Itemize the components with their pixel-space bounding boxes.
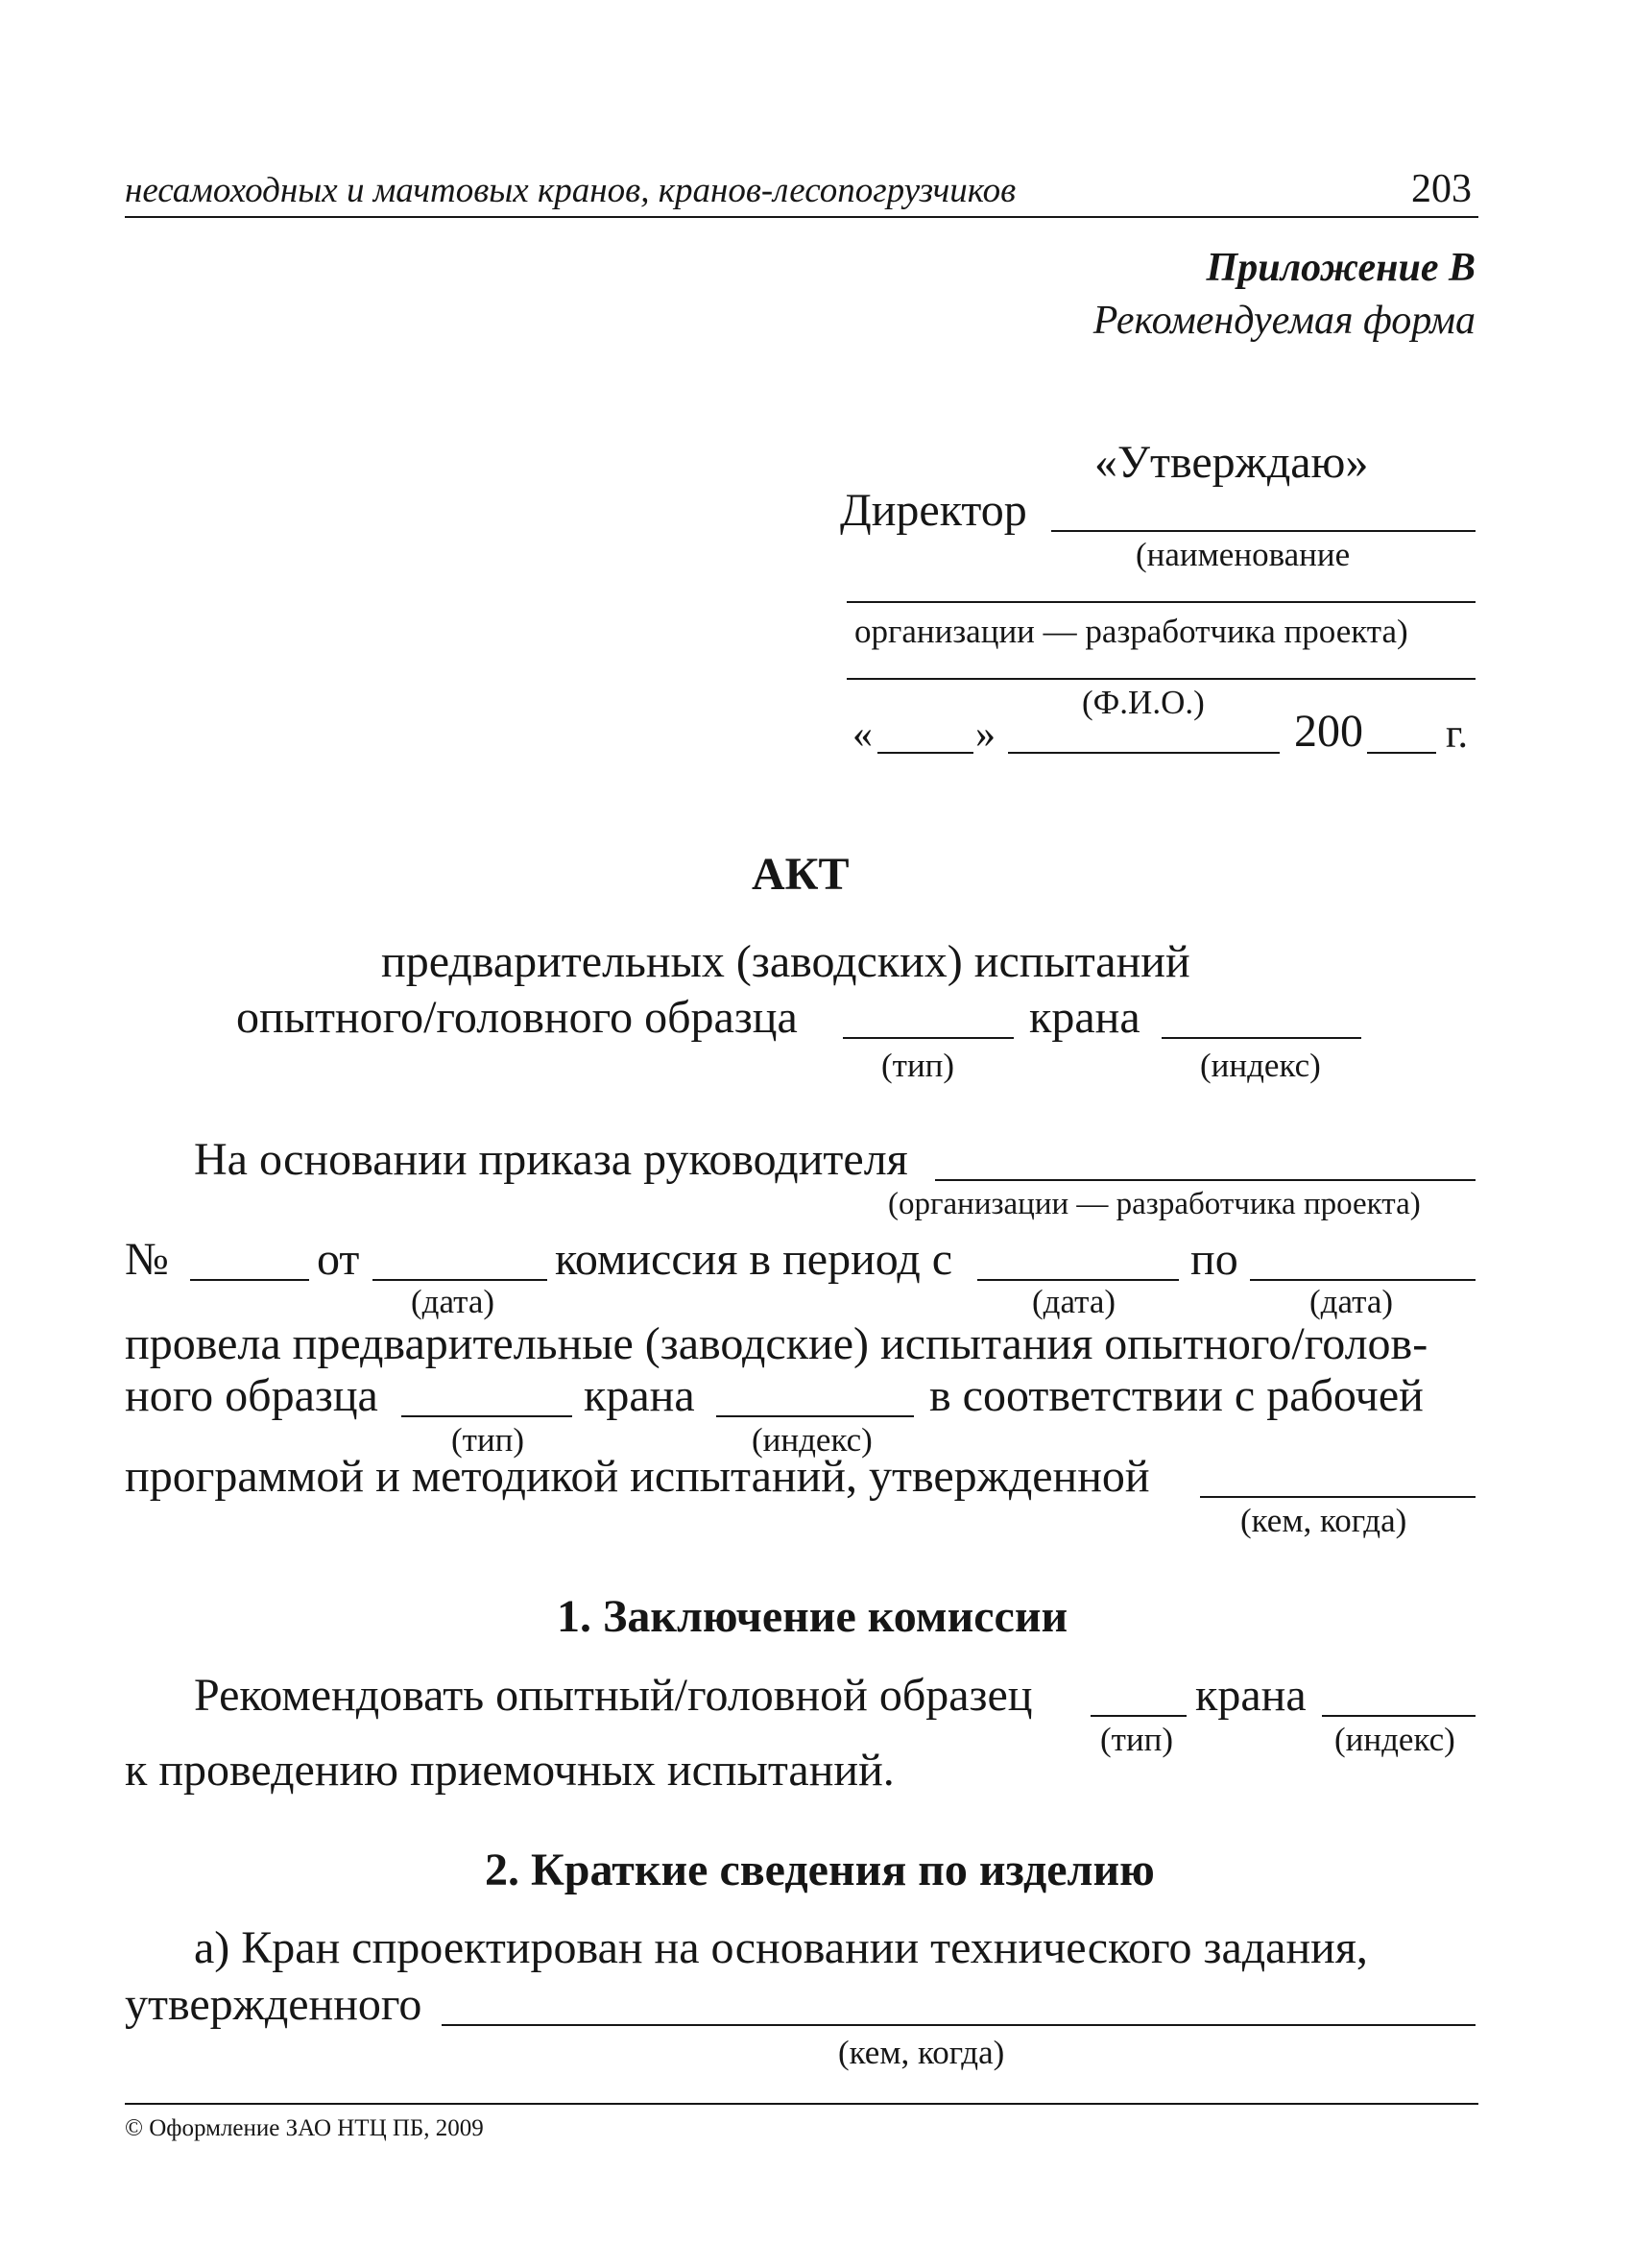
- period-start-field[interactable]: [977, 1279, 1179, 1281]
- act-type-field[interactable]: [843, 1037, 1014, 1039]
- approved-by-field[interactable]: [1200, 1496, 1476, 1498]
- date-month-field[interactable]: [1008, 752, 1280, 754]
- footer-copyright: © Оформление ЗАО НТЦ ПБ, 2009: [125, 2115, 484, 2141]
- section1-crane-label: крана: [1195, 1670, 1307, 1721]
- section2-line1: а) Кран спроектирован на основании технического задания,: [194, 1922, 1368, 1973]
- act-index-field[interactable]: [1162, 1037, 1361, 1039]
- director-label: Директор: [840, 485, 1027, 536]
- section1-type-field[interactable]: [1091, 1715, 1187, 1717]
- hint-organization: организации — разработчика проекта): [854, 613, 1408, 650]
- organization-field[interactable]: [847, 601, 1476, 603]
- date-quote-open: «: [852, 712, 873, 757]
- date-year-prefix: 200: [1294, 706, 1363, 757]
- section1-index-field[interactable]: [1322, 1715, 1476, 1717]
- act-hint-type: (тип): [881, 1047, 955, 1084]
- body-line4: ного образца: [125, 1370, 378, 1421]
- act-title: АКТ: [752, 849, 850, 900]
- body-line3: провела предварительные (заводские) испытания опытного/голов-: [125, 1318, 1428, 1369]
- section1-line1: Рекомендовать опытный/головной образец: [194, 1670, 1033, 1721]
- order-from-label: от: [317, 1234, 360, 1285]
- director-name-field[interactable]: [1051, 530, 1476, 532]
- period-end-field[interactable]: [1250, 1279, 1476, 1281]
- section1-hint-type: (тип): [1100, 1721, 1174, 1758]
- body-conformity-label: в соответствии с рабочей: [929, 1370, 1424, 1421]
- act-crane-label: крана: [1029, 992, 1140, 1043]
- page-number: 203: [1411, 167, 1472, 211]
- date-year-field[interactable]: [1367, 752, 1436, 754]
- body-index-field[interactable]: [716, 1415, 914, 1417]
- leader-org-field[interactable]: [935, 1179, 1476, 1181]
- tech-task-approved-field[interactable]: [442, 2024, 1476, 2026]
- body-hint-index: (индекс): [752, 1421, 873, 1459]
- period-to-label: по: [1190, 1234, 1238, 1285]
- hint-approved-by: (кем, когда): [1240, 1502, 1407, 1539]
- header-rule: [125, 216, 1478, 218]
- date-day-field[interactable]: [877, 752, 973, 754]
- commission-label: комиссия в период с: [555, 1234, 953, 1285]
- body-hint-type: (тип): [451, 1421, 525, 1459]
- hint-start-date: (дата): [1032, 1283, 1116, 1320]
- appendix-subtitle: Рекомендуемая форма: [1092, 299, 1476, 343]
- hint-leader-org: (организации — разработчика проекта): [888, 1187, 1421, 1221]
- running-header: несамоходных и мачтовых кранов, кранов-лесопогрузчиков: [125, 171, 1017, 210]
- date-quote-close: »: [975, 712, 996, 757]
- hint-fio: (Ф.И.О.): [1082, 684, 1205, 721]
- date-year-suffix: г.: [1446, 712, 1468, 757]
- act-subtitle-line2: опытного/головного образца: [236, 992, 798, 1043]
- section1-heading: 1. Заключение комиссии: [557, 1591, 1068, 1642]
- hint-end-date: (дата): [1309, 1283, 1394, 1320]
- body-line1: На основании приказа руководителя: [194, 1134, 908, 1185]
- section2-heading: 2. Краткие сведения по изделию: [485, 1845, 1155, 1895]
- hint-name: (наименование: [1136, 536, 1351, 573]
- footer-rule: [125, 2103, 1478, 2105]
- act-hint-index: (индекс): [1200, 1047, 1321, 1084]
- fio-field[interactable]: [847, 678, 1476, 680]
- body-crane-label: крана: [584, 1370, 695, 1421]
- section1-line2: к проведению приемочных испытаний.: [125, 1745, 895, 1796]
- act-subtitle-line1: предварительных (заводских) испытаний: [381, 936, 1190, 987]
- section2-hint: (кем, когда): [838, 2034, 1005, 2071]
- order-number-label: №: [125, 1234, 169, 1285]
- approve-label: «Утверждаю»: [1094, 437, 1369, 488]
- body-line5: программой и методикой испытаний, утвержденной: [125, 1451, 1150, 1502]
- section2-line2: утвержденного: [125, 1979, 422, 2030]
- hint-order-date: (дата): [411, 1283, 495, 1320]
- section1-hint-index: (индекс): [1334, 1721, 1455, 1758]
- appendix-title: Приложение В: [1206, 246, 1476, 290]
- order-date-field[interactable]: [372, 1279, 547, 1281]
- order-number-field[interactable]: [190, 1279, 309, 1281]
- body-type-field[interactable]: [401, 1415, 572, 1417]
